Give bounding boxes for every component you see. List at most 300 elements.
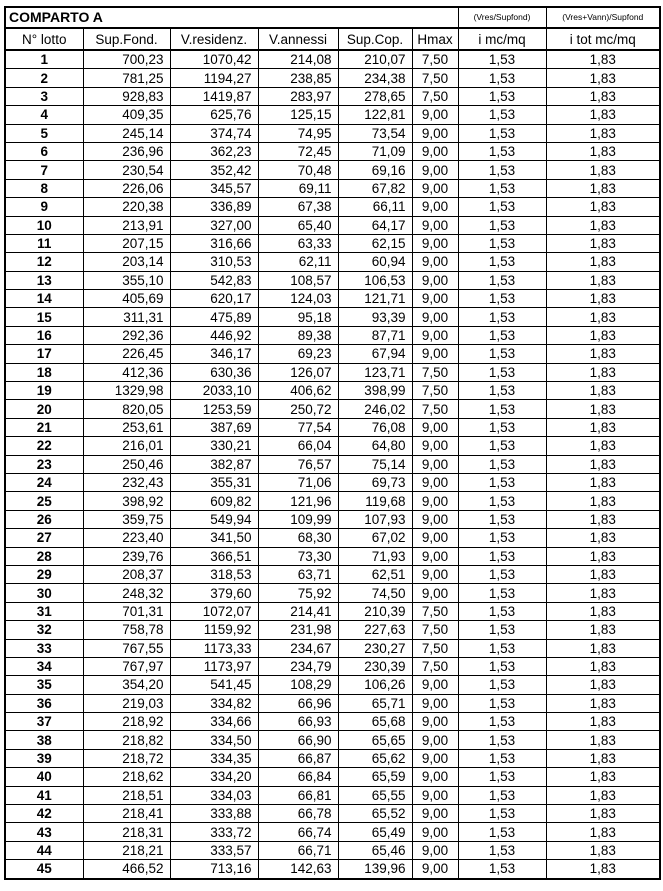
table-cell: 928,83 — [83, 87, 170, 105]
table-cell: 69,23 — [258, 345, 338, 363]
table-cell: 1,83 — [546, 731, 660, 749]
table-cell: 352,42 — [170, 161, 258, 179]
table-cell: 124,03 — [258, 290, 338, 308]
lot-number-cell: 38 — [5, 731, 83, 749]
lot-number-cell: 25 — [5, 492, 83, 510]
table-cell: 220,38 — [83, 198, 170, 216]
table-cell: 250,72 — [258, 400, 338, 418]
table-cell: 66,71 — [258, 841, 338, 859]
table-cell: 9,00 — [412, 823, 458, 841]
table-cell: 359,75 — [83, 510, 170, 528]
table-cell: 89,38 — [258, 326, 338, 344]
table-cell: 1,53 — [458, 271, 546, 289]
table-row — [5, 492, 660, 510]
table-cell: 1,83 — [546, 234, 660, 252]
table-cell: 65,59 — [338, 768, 412, 786]
table-cell: 1,53 — [458, 602, 546, 620]
table-cell: 106,26 — [338, 676, 412, 694]
table-cell: 7,50 — [412, 621, 458, 639]
table-cell: 66,81 — [258, 786, 338, 804]
lot-number-cell: 17 — [5, 345, 83, 363]
table-cell: 7,50 — [412, 69, 458, 87]
table-cell: 1,83 — [546, 805, 660, 823]
lot-number-cell: 12 — [5, 253, 83, 271]
table-row — [5, 179, 660, 197]
table-cell: 405,69 — [83, 290, 170, 308]
table-cell: 1,83 — [546, 382, 660, 400]
table-cell: 1,53 — [458, 547, 546, 565]
table-cell: 232,43 — [83, 473, 170, 491]
table-cell: 64,17 — [338, 216, 412, 234]
table-cell: 239,76 — [83, 547, 170, 565]
lot-number-cell: 14 — [5, 290, 83, 308]
table-cell: 1,53 — [458, 805, 546, 823]
table-row — [5, 198, 660, 216]
table-cell: 216,01 — [83, 437, 170, 455]
comparto-table — [4, 6, 661, 880]
table-cell: 366,51 — [170, 547, 258, 565]
lot-number-cell: 23 — [5, 455, 83, 473]
table-cell: 70,48 — [258, 161, 338, 179]
lot-number-cell: 28 — [5, 547, 83, 565]
table-cell: 1,83 — [546, 106, 660, 124]
table-cell: 1,53 — [458, 510, 546, 528]
table-cell: 207,15 — [83, 234, 170, 252]
table-cell: 1,53 — [458, 639, 546, 657]
table-row — [5, 124, 660, 142]
column-header: N° lotto — [5, 28, 83, 50]
table-row — [5, 639, 660, 657]
table-row — [5, 253, 660, 271]
lot-number-cell: 8 — [5, 179, 83, 197]
table-cell: 121,96 — [258, 492, 338, 510]
lot-number-cell: 11 — [5, 234, 83, 252]
table-cell: 69,11 — [258, 179, 338, 197]
table-cell: 123,71 — [338, 363, 412, 381]
table-cell: 1173,97 — [170, 657, 258, 675]
table-row — [5, 69, 660, 87]
table-row — [5, 142, 660, 160]
table-row — [5, 749, 660, 767]
table-cell: 1,83 — [546, 823, 660, 841]
table-cell: 1,83 — [546, 529, 660, 547]
table-cell: 1,83 — [546, 565, 660, 583]
table-cell: 9,00 — [412, 142, 458, 160]
table-cell: 334,03 — [170, 786, 258, 804]
table-cell: 9,00 — [412, 106, 458, 124]
column-header: Sup.Fond. — [83, 28, 170, 50]
table-cell: 125,15 — [258, 106, 338, 124]
table-cell: 75,92 — [258, 584, 338, 602]
table-cell: 311,31 — [83, 308, 170, 326]
table-cell: 475,89 — [170, 308, 258, 326]
table-cell: 1,83 — [546, 455, 660, 473]
table-cell: 65,62 — [338, 749, 412, 767]
table-cell: 214,08 — [258, 50, 338, 69]
table-cell: 334,82 — [170, 694, 258, 712]
table-cell: 767,97 — [83, 657, 170, 675]
table-cell: 1,53 — [458, 657, 546, 675]
table-cell: 93,39 — [338, 308, 412, 326]
table-cell: 1,83 — [546, 161, 660, 179]
table-cell: 379,60 — [170, 584, 258, 602]
lot-number-cell: 5 — [5, 124, 83, 142]
table-cell: 1,83 — [546, 547, 660, 565]
table-cell: 65,65 — [338, 731, 412, 749]
lot-number-cell: 1 — [5, 50, 83, 69]
table-cell: 122,81 — [338, 106, 412, 124]
table-cell: 67,94 — [338, 345, 412, 363]
table-cell: 1,83 — [546, 345, 660, 363]
table-cell: 1,53 — [458, 363, 546, 381]
table-cell: 218,62 — [83, 768, 170, 786]
table-cell: 1,83 — [546, 657, 660, 675]
table-row — [5, 326, 660, 344]
table-cell: 701,31 — [83, 602, 170, 620]
table-cell: 9,00 — [412, 308, 458, 326]
table-cell: 1,53 — [458, 694, 546, 712]
table-cell: 9,00 — [412, 455, 458, 473]
table-cell: 1329,98 — [83, 382, 170, 400]
table-cell: 1,53 — [458, 87, 546, 105]
table-cell: 66,90 — [258, 731, 338, 749]
table-cell: 226,45 — [83, 345, 170, 363]
table-row — [5, 87, 660, 105]
table-cell: 213,91 — [83, 216, 170, 234]
table-cell: 223,40 — [83, 529, 170, 547]
table-cell: 341,50 — [170, 529, 258, 547]
table-cell: 1,83 — [546, 124, 660, 142]
table-cell: 630,36 — [170, 363, 258, 381]
table-row — [5, 437, 660, 455]
table-cell: 1194,27 — [170, 69, 258, 87]
table-cell: 121,71 — [338, 290, 412, 308]
table-title: COMPARTO A — [5, 7, 458, 28]
lot-number-cell: 29 — [5, 565, 83, 583]
table-cell: 1,83 — [546, 492, 660, 510]
table-cell: 1253,59 — [170, 400, 258, 418]
table-row — [5, 676, 660, 694]
table-row — [5, 216, 660, 234]
table-cell: 330,21 — [170, 437, 258, 455]
table-cell: 109,99 — [258, 510, 338, 528]
table-cell: 62,51 — [338, 565, 412, 583]
table-cell: 1,53 — [458, 198, 546, 216]
table-cell: 310,53 — [170, 253, 258, 271]
table-cell: 1419,87 — [170, 87, 258, 105]
table-cell: 208,37 — [83, 565, 170, 583]
table-cell: 9,00 — [412, 234, 458, 252]
table-cell: 218,92 — [83, 713, 170, 731]
table-cell: 108,29 — [258, 676, 338, 694]
table-cell: 446,92 — [170, 326, 258, 344]
table-cell: 283,97 — [258, 87, 338, 105]
table-cell: 345,57 — [170, 179, 258, 197]
table-cell: 1,53 — [458, 584, 546, 602]
table-cell: 1,53 — [458, 50, 546, 69]
table-cell: 234,67 — [258, 639, 338, 657]
table-cell: 1,83 — [546, 198, 660, 216]
table-cell: 64,80 — [338, 437, 412, 455]
table-cell: 9,00 — [412, 124, 458, 142]
table-row — [5, 694, 660, 712]
table-cell: 398,92 — [83, 492, 170, 510]
table-cell: 218,51 — [83, 786, 170, 804]
table-cell: 1,53 — [458, 179, 546, 197]
table-cell: 248,32 — [83, 584, 170, 602]
lot-number-cell: 19 — [5, 382, 83, 400]
table-cell: 2033,10 — [170, 382, 258, 400]
table-cell: 1,53 — [458, 749, 546, 767]
table-cell: 1,83 — [546, 437, 660, 455]
table-cell: 318,53 — [170, 565, 258, 583]
table-cell: 333,88 — [170, 805, 258, 823]
lot-number-cell: 15 — [5, 308, 83, 326]
table-cell: 1,83 — [546, 694, 660, 712]
table-cell: 767,55 — [83, 639, 170, 657]
table-cell: 226,06 — [83, 179, 170, 197]
table-cell: 230,27 — [338, 639, 412, 657]
table-cell: 9,00 — [412, 713, 458, 731]
lot-number-cell: 13 — [5, 271, 83, 289]
formula-itot-label: (Vres+Vann)/Supfond — [546, 7, 660, 28]
table-cell: 409,35 — [83, 106, 170, 124]
table-cell: 466,52 — [83, 860, 170, 879]
table-cell: 7,50 — [412, 400, 458, 418]
table-cell: 1072,07 — [170, 602, 258, 620]
table-cell: 542,83 — [170, 271, 258, 289]
lot-number-cell: 21 — [5, 418, 83, 436]
table-cell: 69,73 — [338, 473, 412, 491]
table-cell: 609,82 — [170, 492, 258, 510]
table-cell: 108,57 — [258, 271, 338, 289]
table-row — [5, 860, 660, 879]
table-cell: 72,45 — [258, 142, 338, 160]
table-cell: 1,53 — [458, 841, 546, 859]
table-cell: 67,02 — [338, 529, 412, 547]
table-cell: 236,96 — [83, 142, 170, 160]
table-cell: 66,96 — [258, 694, 338, 712]
table-cell: 65,68 — [338, 713, 412, 731]
table-cell: 66,93 — [258, 713, 338, 731]
table-cell: 1,83 — [546, 602, 660, 620]
lot-number-cell: 27 — [5, 529, 83, 547]
table-row — [5, 382, 660, 400]
table-cell: 71,93 — [338, 547, 412, 565]
table-cell: 9,00 — [412, 492, 458, 510]
column-header: V.residenz. — [170, 28, 258, 50]
table-cell: 214,41 — [258, 602, 338, 620]
table-cell: 76,08 — [338, 418, 412, 436]
table-cell: 9,00 — [412, 179, 458, 197]
table-cell: 1,83 — [546, 621, 660, 639]
table-row — [5, 271, 660, 289]
lot-number-cell: 18 — [5, 363, 83, 381]
table-cell: 73,30 — [258, 547, 338, 565]
table-cell: 1,53 — [458, 308, 546, 326]
table-cell: 7,50 — [412, 363, 458, 381]
table-cell: 362,23 — [170, 142, 258, 160]
table-cell: 1,53 — [458, 492, 546, 510]
table-cell: 1,53 — [458, 713, 546, 731]
table-cell: 227,63 — [338, 621, 412, 639]
table-row — [5, 418, 660, 436]
table-cell: 1,53 — [458, 69, 546, 87]
table-row — [5, 290, 660, 308]
table-cell: 316,66 — [170, 234, 258, 252]
column-header: i tot mc/mq — [546, 28, 660, 50]
table-cell: 203,14 — [83, 253, 170, 271]
table-cell: 9,00 — [412, 786, 458, 804]
table-cell: 106,53 — [338, 271, 412, 289]
lot-number-cell: 7 — [5, 161, 83, 179]
table-cell: 1,83 — [546, 749, 660, 767]
table-cell: 1,53 — [458, 786, 546, 804]
table-row — [5, 823, 660, 841]
table-cell: 1,83 — [546, 713, 660, 731]
table-cell: 210,39 — [338, 602, 412, 620]
table-row — [5, 529, 660, 547]
table-cell: 9,00 — [412, 749, 458, 767]
lot-number-cell: 26 — [5, 510, 83, 528]
table-cell: 9,00 — [412, 437, 458, 455]
lot-number-cell: 41 — [5, 786, 83, 804]
table-cell: 406,62 — [258, 382, 338, 400]
table-cell: 1159,92 — [170, 621, 258, 639]
table-cell: 9,00 — [412, 584, 458, 602]
table-cell: 9,00 — [412, 676, 458, 694]
table-cell: 1,53 — [458, 382, 546, 400]
table-cell: 1,53 — [458, 860, 546, 879]
table-cell: 107,93 — [338, 510, 412, 528]
table-cell: 1,53 — [458, 676, 546, 694]
table-row — [5, 565, 660, 583]
table-cell: 1,53 — [458, 326, 546, 344]
table-cell: 334,20 — [170, 768, 258, 786]
table-cell: 700,23 — [83, 50, 170, 69]
table-cell: 1,83 — [546, 676, 660, 694]
table-cell: 7,50 — [412, 639, 458, 657]
table-cell: 230,39 — [338, 657, 412, 675]
table-cell: 67,38 — [258, 198, 338, 216]
table-cell: 346,17 — [170, 345, 258, 363]
table-cell: 65,49 — [338, 823, 412, 841]
table-cell: 1,53 — [458, 473, 546, 491]
table-cell: 234,79 — [258, 657, 338, 675]
table-cell: 412,36 — [83, 363, 170, 381]
table-cell: 1,83 — [546, 271, 660, 289]
table-cell: 218,82 — [83, 731, 170, 749]
table-cell: 1,83 — [546, 363, 660, 381]
table-row — [5, 602, 660, 620]
table-cell: 1,53 — [458, 621, 546, 639]
table-cell: 7,50 — [412, 602, 458, 620]
table-cell: 334,66 — [170, 713, 258, 731]
table-cell: 9,00 — [412, 768, 458, 786]
table-cell: 1,83 — [546, 768, 660, 786]
table-row — [5, 768, 660, 786]
table-cell: 1,53 — [458, 290, 546, 308]
table-cell: 63,33 — [258, 234, 338, 252]
table-cell: 139,96 — [338, 860, 412, 879]
table-cell: 9,00 — [412, 860, 458, 879]
table-cell: 66,04 — [258, 437, 338, 455]
column-header: V.annessi — [258, 28, 338, 50]
table-cell: 67,82 — [338, 179, 412, 197]
table-row — [5, 786, 660, 804]
table-cell: 9,00 — [412, 473, 458, 491]
table-cell: 387,69 — [170, 418, 258, 436]
lot-number-cell: 42 — [5, 805, 83, 823]
table-row — [5, 621, 660, 639]
table-cell: 66,74 — [258, 823, 338, 841]
table-cell: 398,99 — [338, 382, 412, 400]
table-cell: 1,53 — [458, 437, 546, 455]
table-cell: 1,53 — [458, 731, 546, 749]
table-cell: 1,83 — [546, 290, 660, 308]
table-cell: 71,06 — [258, 473, 338, 491]
lot-number-cell: 34 — [5, 657, 83, 675]
table-cell: 1,83 — [546, 69, 660, 87]
table-row — [5, 841, 660, 859]
lot-number-cell: 32 — [5, 621, 83, 639]
table-cell: 218,72 — [83, 749, 170, 767]
table-cell: 9,00 — [412, 547, 458, 565]
table-row — [5, 345, 660, 363]
table-row — [5, 510, 660, 528]
lot-number-cell: 22 — [5, 437, 83, 455]
table-cell: 278,65 — [338, 87, 412, 105]
table-cell: 1,53 — [458, 142, 546, 160]
table-row — [5, 234, 660, 252]
table-cell: 62,11 — [258, 253, 338, 271]
lot-number-cell: 10 — [5, 216, 83, 234]
table-cell: 9,00 — [412, 326, 458, 344]
table-cell: 95,18 — [258, 308, 338, 326]
table-cell: 758,78 — [83, 621, 170, 639]
table-row — [5, 106, 660, 124]
table-cell: 66,78 — [258, 805, 338, 823]
table-cell: 76,57 — [258, 455, 338, 473]
table-cell: 334,35 — [170, 749, 258, 767]
table-cell: 1,83 — [546, 326, 660, 344]
table-cell: 246,02 — [338, 400, 412, 418]
table-cell: 1,83 — [546, 216, 660, 234]
lot-number-cell: 45 — [5, 860, 83, 879]
table-cell: 292,36 — [83, 326, 170, 344]
table-row — [5, 455, 660, 473]
table-cell: 1,53 — [458, 124, 546, 142]
lot-number-cell: 16 — [5, 326, 83, 344]
table-cell: 1,83 — [546, 841, 660, 859]
table-cell: 9,00 — [412, 565, 458, 583]
table-row — [5, 400, 660, 418]
table-cell: 820,05 — [83, 400, 170, 418]
lot-number-cell: 36 — [5, 694, 83, 712]
table-row — [5, 473, 660, 491]
table-cell: 74,50 — [338, 584, 412, 602]
table-cell: 1,83 — [546, 639, 660, 657]
table-row — [5, 547, 660, 565]
table-cell: 620,17 — [170, 290, 258, 308]
lot-number-cell: 37 — [5, 713, 83, 731]
table-cell: 713,16 — [170, 860, 258, 879]
table-cell: 71,09 — [338, 142, 412, 160]
spreadsheet — [4, 6, 659, 880]
table-cell: 333,57 — [170, 841, 258, 859]
table-cell: 327,00 — [170, 216, 258, 234]
table-cell: 65,40 — [258, 216, 338, 234]
